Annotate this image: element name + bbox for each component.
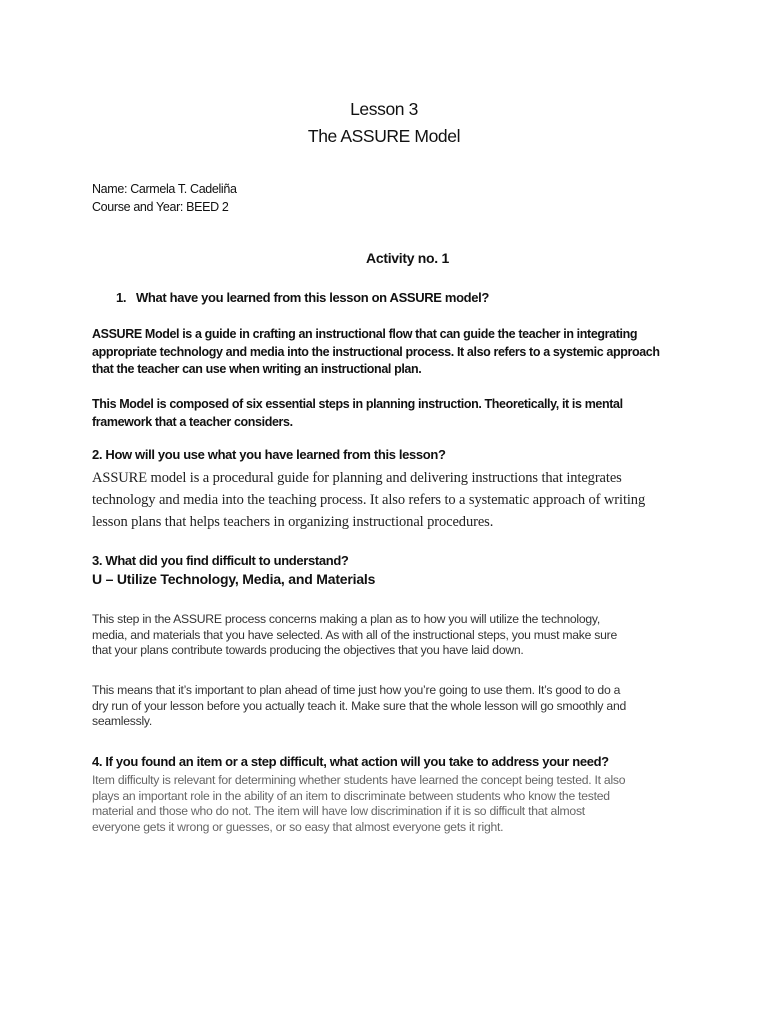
title-block <box>0 96 768 150</box>
course-year: Course and Year: BEED 2 <box>92 200 229 214</box>
lesson-number: Lesson 3 <box>350 99 418 119</box>
question-2: 2. How will you use what you have learned from this lesson? <box>92 447 446 462</box>
text-line: media, and materials that you have selected. As with all of the instructional steps, you must make sure <box>92 627 617 642</box>
text-line: material and those who do not. The item will have low discrimination if it is so difficult that almost <box>92 804 585 818</box>
student-info <box>92 180 237 216</box>
text-line: technology and media into the teaching process. It also refers to a systematic approach of writing <box>92 492 646 508</box>
answer-3-paragraph-1 <box>92 612 692 659</box>
question-1-number: 1. <box>116 290 127 305</box>
question-3: 3. What did you find difficult to understand? <box>92 553 349 568</box>
text-line: This means that it’s important to plan ahead of time just how you’re going to use them. It’s good to do a <box>92 683 621 697</box>
answer-1-paragraph-1 <box>92 326 692 379</box>
text-line: This step in the ASSURE process concerns making a plan as to how you will utilize the technology, <box>92 612 600 626</box>
text-line: that the teacher can use when writing an instructional plan. <box>92 362 422 376</box>
utilize-heading: U – Utilize Technology, Media, and Materials <box>92 571 376 587</box>
text-line: that your plans contribute towards producing the objectives that you have laid down. <box>92 643 524 657</box>
student-name: Name: Carmela T. Cadeliña <box>92 182 237 196</box>
answer-2 <box>92 467 684 533</box>
answer-3-paragraph-2 <box>92 683 692 730</box>
question-1 <box>116 290 489 305</box>
text-line: lesson plans that helps teachers in organizing instructional procedures. <box>92 514 494 530</box>
text-line: seamlessly. <box>92 714 153 728</box>
lesson-title: The ASSURE Model <box>307 126 461 146</box>
text-line: framework that a teacher considers. <box>92 414 293 429</box>
answer-4 <box>92 773 692 835</box>
text-line: ASSURE model is a procedural guide for planning and delivering instructions that integrates <box>92 470 622 486</box>
text-line: everyone gets it wrong or guesses, or so easy that almost everyone gets it right. <box>92 819 504 834</box>
answer-1-paragraph-2 <box>92 396 692 431</box>
text-line: This Model is composed of six essential steps in planning instruction. Theoretically, it is mental <box>92 397 623 411</box>
question-4: 4. If you found an item or a step difficult, what action will you take to address your need? <box>92 754 609 769</box>
text-line: ASSURE Model is a guide in crafting an instructional flow that can guide the teacher in integrating <box>92 327 638 341</box>
text-line: plays an important role in the ability of an item to discriminate between students who know the tested <box>92 788 610 803</box>
activity-heading: Activity no. 1 <box>366 250 449 266</box>
text-line: Item difficulty is relevant for determining whether students have learned the concept being tested. It also <box>92 773 626 787</box>
text-line: dry run of your lesson before you actually teach it. Make sure that the whole lesson will go smoothly and <box>92 698 626 713</box>
text-line: appropriate technology and media into the instructional process. It also refers to a systemic approach <box>92 344 660 359</box>
question-1-text: What have you learned from this lesson on ASSURE model? <box>136 290 489 305</box>
